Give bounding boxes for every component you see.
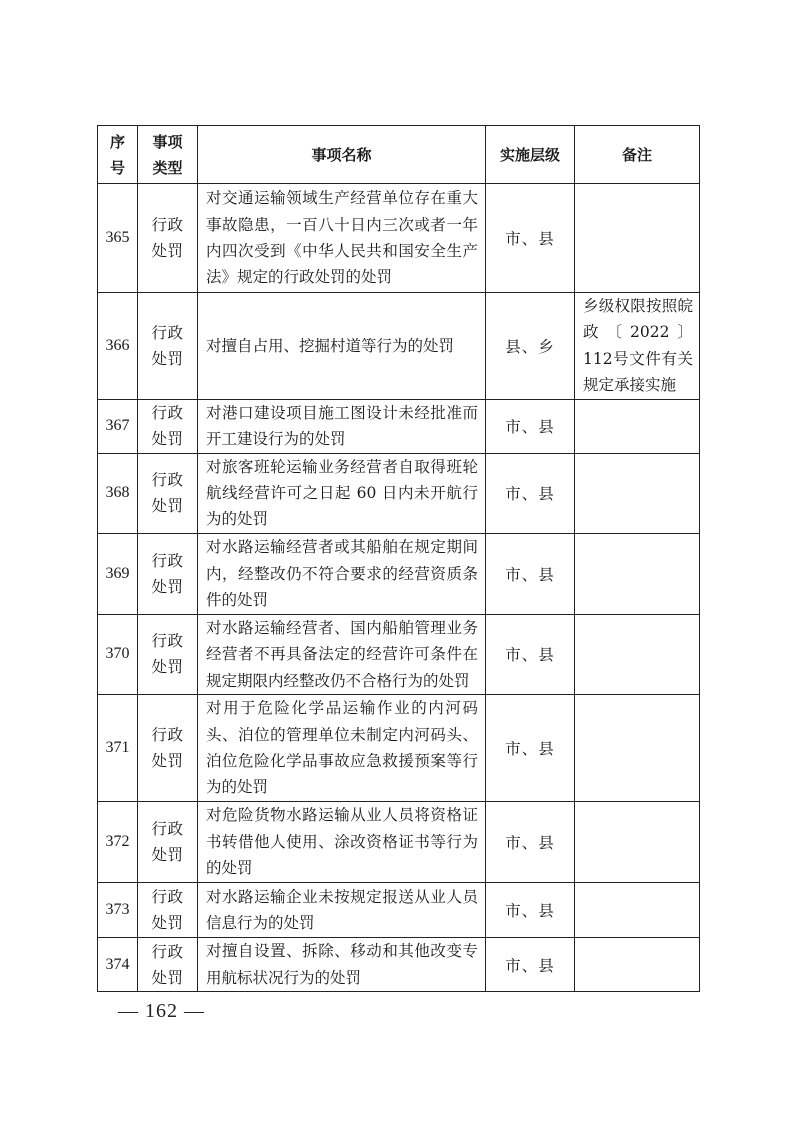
row-seq-number: 368: [98, 453, 138, 533]
row-seq-number: 365: [98, 184, 138, 293]
header-name: 事项名称: [198, 126, 486, 184]
row-matter-name: [198, 695, 486, 802]
row-matter-name: [198, 802, 486, 883]
matter-type-line2: 处罚: [151, 968, 184, 987]
row-matter-type: [138, 695, 198, 802]
row-note: [575, 802, 700, 883]
row-matter-type: [138, 533, 198, 614]
row-matter-name: [198, 938, 486, 992]
row-note: [575, 533, 700, 614]
matter-type-line1: 行政: [151, 551, 184, 570]
row-matter-name: [198, 614, 486, 694]
matter-type-line1: 行政: [151, 471, 184, 490]
matter-type-line2: 处罚: [151, 752, 184, 771]
matter-type-line2: 处罚: [151, 914, 184, 933]
matter-type-line1: 行政: [151, 323, 184, 342]
matter-type-line1: 行政: [151, 942, 184, 961]
matters-table: [97, 125, 700, 992]
table-header-row: [98, 126, 700, 184]
row-implementation-level: 市、县: [486, 695, 575, 802]
matter-name-text: 对港口建设项目施工图设计未经批准而开工建设行为的处罚: [206, 403, 478, 449]
row-note: [575, 614, 700, 694]
matter-type-line2: 处罚: [151, 497, 184, 516]
row-note: 乡级权限按照皖政〔2022〕112号文件有关规定承接实施: [575, 293, 700, 400]
page-number: — 162 —: [118, 1000, 205, 1022]
row-matter-type: [138, 802, 198, 883]
header-seq: [98, 126, 138, 184]
row-matter-type: [138, 399, 198, 453]
row-seq-number: 373: [98, 883, 138, 938]
row-note: [575, 453, 700, 533]
header-type-line2: 类型: [152, 158, 183, 177]
row-note: [575, 399, 700, 453]
matter-name-text: 对旅客班轮运输业务经营者自取得班轮航线经营许可之日起 60 日内未开航行为的处罚: [206, 457, 478, 529]
header-seq-line1: 序: [109, 132, 125, 151]
matter-name-text: 对水路运输经营者、国内船舶管理业务经营者不再具备法定的经营许可条件在规定期限内经整改仍不合格行为的处罚: [206, 618, 478, 690]
matter-name-text: 对危险货物水路运输从业人员将资格证书转借他人使用、涂改资格证书等行为的处罚: [206, 806, 478, 878]
matter-name-text: 对水路运输经营者或其船舶在规定期间内，经整改仍不符合要求的经营资质条件的处罚: [206, 538, 478, 610]
row-matter-name: [198, 293, 486, 400]
matter-name-text: 对擅自占用、挖掘村道等行为的处罚: [206, 336, 455, 355]
matter-type-line1: 行政: [151, 888, 184, 907]
row-matter-type: [138, 938, 198, 992]
table-row: [98, 533, 700, 614]
row-seq-number: 366: [98, 293, 138, 400]
row-matter-type: [138, 614, 198, 694]
matter-type-line1: 行政: [151, 216, 184, 234]
matter-type-line2: 处罚: [151, 349, 184, 368]
row-matter-name: [198, 883, 486, 938]
row-matter-name: [198, 453, 486, 533]
matter-name-text: 对水路运输企业未按规定报送从业人员信息行为的处罚: [206, 887, 478, 933]
row-implementation-level: 市、县: [486, 802, 575, 883]
matter-type-line2: 处罚: [151, 846, 184, 865]
row-implementation-level: 市、县: [486, 614, 575, 694]
header-level: 实施层级: [486, 126, 575, 184]
row-matter-name: [198, 533, 486, 614]
table-row: [98, 695, 700, 802]
row-seq-number: 370: [98, 614, 138, 694]
matter-type-line1: 行政: [151, 820, 184, 839]
matter-type-line2: 处罚: [151, 430, 184, 449]
matter-name-text: 对用于危险化学品运输作业的内河码头、泊位的管理单位未制定内河码头、泊位危险化学品事故应急救援预案等行为的处罚: [206, 699, 478, 797]
row-matter-name: [198, 184, 486, 293]
row-implementation-level: 市、县: [486, 453, 575, 533]
table-row: [98, 614, 700, 694]
row-seq-number: 372: [98, 802, 138, 883]
matter-type-line2: 处罚: [151, 242, 184, 260]
row-note: [575, 883, 700, 938]
row-seq-number: 369: [98, 533, 138, 614]
header-type: [138, 126, 198, 184]
row-matter-type: [138, 184, 198, 293]
header-type-line1: 事项: [152, 132, 183, 151]
row-seq-number: 374: [98, 938, 138, 992]
row-matter-type: [138, 883, 198, 938]
row-seq-number: 371: [98, 695, 138, 802]
row-matter-name: [198, 399, 486, 453]
row-implementation-level: 市、县: [486, 938, 575, 992]
table-row: [98, 802, 700, 883]
table-row: [98, 184, 700, 293]
header-note: 备注: [575, 126, 700, 184]
matter-type-line1: 行政: [151, 404, 184, 423]
matter-type-line1: 行政: [151, 632, 184, 651]
matter-name-text: 对擅自设置、拆除、移动和其他改变专用航标状况行为的处罚: [206, 942, 478, 987]
header-seq-line2: 号: [109, 158, 125, 177]
matter-name-text: 对交通运输领域生产经营单位存在重大事故隐患，一百八十日内三次或者一年内四次受到《中华人民共和国安全生产法》规定的行政处罚的处罚: [206, 189, 478, 287]
row-matter-type: [138, 453, 198, 533]
row-implementation-level: 市、县: [486, 399, 575, 453]
row-implementation-level: 县、乡: [486, 293, 575, 400]
row-note: [575, 695, 700, 802]
table-row: [98, 293, 700, 400]
matter-type-line1: 行政: [151, 726, 184, 745]
table-row: [98, 938, 700, 992]
table-row: [98, 399, 700, 453]
row-implementation-level: 市、县: [486, 533, 575, 614]
row-implementation-level: 市、县: [486, 184, 575, 293]
row-implementation-level: 市、县: [486, 883, 575, 938]
table-row: [98, 453, 700, 533]
table-row: [98, 883, 700, 938]
row-note: [575, 938, 700, 992]
row-matter-type: [138, 293, 198, 400]
matter-type-line2: 处罚: [151, 577, 184, 596]
row-note: [575, 184, 700, 293]
row-seq-number: 367: [98, 399, 138, 453]
matter-type-line2: 处罚: [151, 658, 184, 677]
